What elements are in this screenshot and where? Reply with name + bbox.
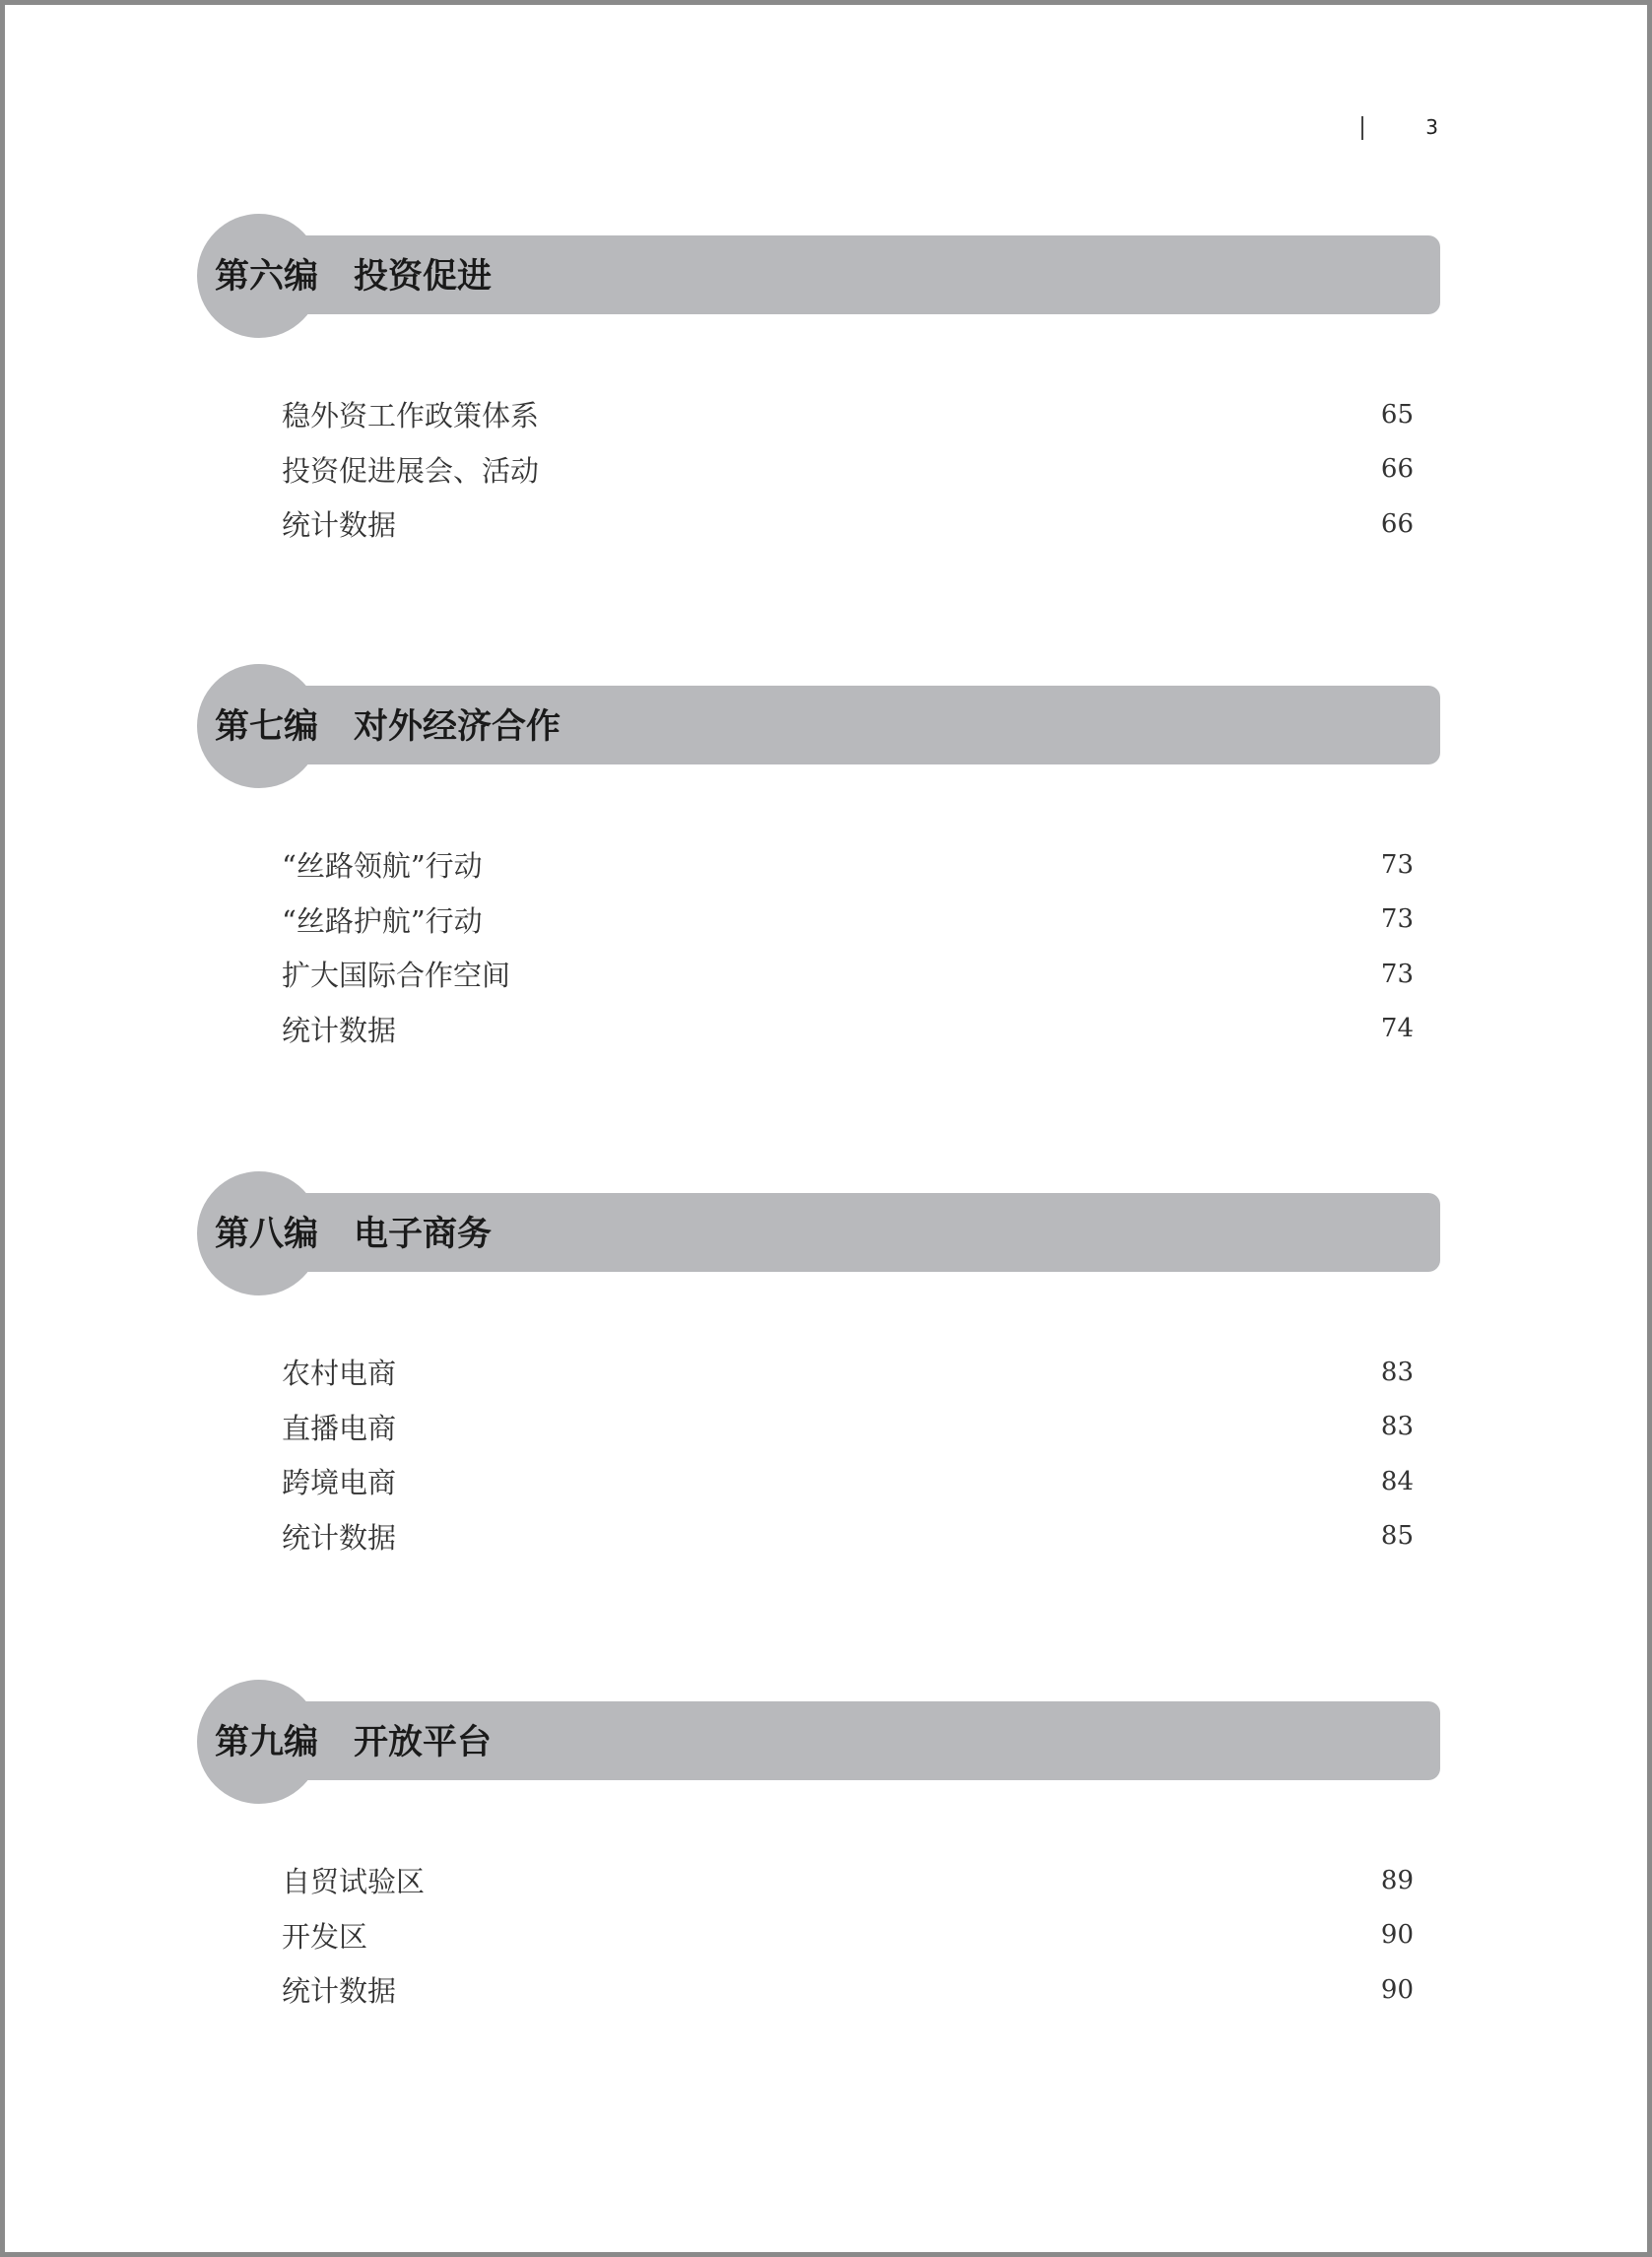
toc-entry-label: 统计数据 [282, 508, 397, 543]
toc-entry-page: 65 [1380, 399, 1414, 430]
toc-entry[interactable] [197, 1962, 1440, 2018]
toc-entry[interactable] [197, 1400, 1440, 1455]
toc-entry-page: 84 [1380, 1466, 1414, 1496]
toc-entry-label: 扩大国际合作空间 [282, 959, 511, 993]
toc-entry-page: 73 [1380, 849, 1414, 880]
toc-entry-label: 跨境电商 [282, 1466, 397, 1500]
section-header [197, 1680, 1440, 1806]
toc-entry-page: 66 [1380, 454, 1414, 485]
section-name: 电子商务 [354, 1214, 493, 1254]
toc-entry-page: 66 [1380, 508, 1414, 539]
toc-entry-label: 统计数据 [282, 1013, 397, 1047]
toc-entry[interactable] [197, 947, 1440, 1002]
toc-entry[interactable] [197, 387, 1440, 442]
toc-entry-label: 农村电商 [282, 1357, 397, 1391]
toc-entry-page: 90 [1380, 1974, 1414, 2005]
toc-entry-page: 74 [1380, 1014, 1414, 1044]
toc-entry[interactable] [197, 1002, 1440, 1057]
toc-entry-page: 83 [1380, 1412, 1414, 1442]
page-number: 3 [1425, 115, 1438, 139]
toc-entry-list [197, 1853, 1440, 2018]
toc-entry-page: 89 [1380, 1865, 1414, 1895]
toc-entry-label: 直播电商 [282, 1411, 397, 1445]
toc-entry-label: 稳外资工作政策体系 [282, 399, 540, 433]
toc-entry-page: 90 [1380, 1920, 1414, 1951]
toc-entry-list [197, 1345, 1440, 1563]
section-number: 第六编 [215, 256, 319, 297]
toc-entry[interactable] [197, 1454, 1440, 1509]
toc-section-9 [197, 1680, 1440, 2033]
section-title [215, 1207, 492, 1256]
toc-entry-list [197, 387, 1440, 552]
toc-entry-label: 自贸试验区 [282, 1865, 426, 1899]
toc-entry-label: 投资促进展会、活动 [282, 453, 540, 488]
section-number: 第七编 [215, 706, 319, 747]
toc-entry[interactable] [197, 497, 1440, 552]
toc-section-8 [197, 1171, 1440, 1579]
section-name: 对外经济合作 [354, 706, 562, 747]
toc-section-7 [197, 664, 1440, 1072]
section-name: 投资促进 [354, 256, 493, 297]
running-head [1359, 113, 1438, 143]
section-header [197, 1171, 1440, 1297]
section-number: 第八编 [215, 1214, 319, 1254]
toc-entry-label: 统计数据 [282, 1520, 397, 1555]
toc-entry-page: 73 [1380, 959, 1414, 989]
toc-section-6 [197, 214, 1440, 567]
toc-entry[interactable] [197, 442, 1440, 498]
section-header [197, 214, 1440, 340]
toc-entry-label: “丝路护航”行动 [282, 903, 483, 938]
toc-entry-label: “丝路领航”行动 [282, 849, 483, 884]
toc-entry[interactable] [197, 1345, 1440, 1400]
toc-entry[interactable] [197, 1509, 1440, 1564]
toc-entry[interactable] [197, 1908, 1440, 1963]
toc-entry-list [197, 837, 1440, 1056]
toc-entry[interactable] [197, 837, 1440, 893]
toc-entry[interactable] [197, 893, 1440, 948]
toc-entry-label: 开发区 [282, 1919, 368, 1954]
section-name: 开放平台 [354, 1722, 493, 1762]
header-divider [1361, 116, 1363, 140]
toc-entry[interactable] [197, 1853, 1440, 1908]
toc-entry-page: 83 [1380, 1357, 1414, 1387]
section-title [215, 1715, 492, 1764]
toc-entry-page: 85 [1380, 1521, 1414, 1552]
toc-entry-page: 73 [1380, 904, 1414, 935]
section-title [215, 699, 561, 749]
section-number: 第九编 [215, 1722, 319, 1762]
toc-entry-label: 统计数据 [282, 1974, 397, 2009]
section-title [215, 249, 492, 299]
section-header [197, 664, 1440, 790]
